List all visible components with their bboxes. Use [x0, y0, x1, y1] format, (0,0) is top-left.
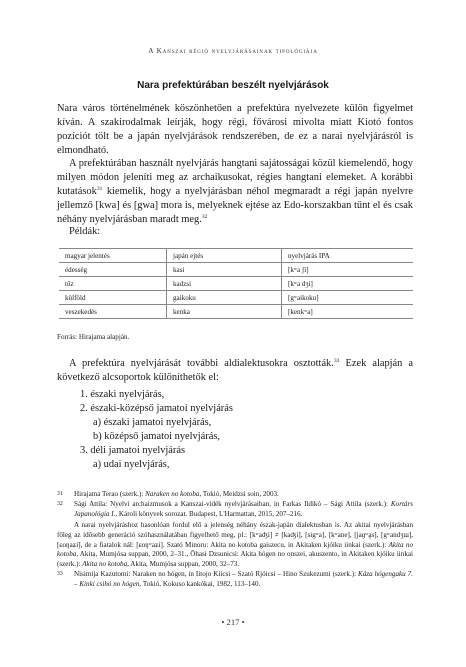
paragraph-text: A prefektúra nyelvjárását további aldialektusokra osztották.: [69, 358, 334, 369]
footnote: [57, 570, 413, 590]
table-cell: kasi: [167, 263, 282, 277]
table-cell: tűz: [59, 277, 167, 291]
footnote-number: 31: [57, 491, 63, 497]
table-cell: gaikoku: [167, 291, 282, 305]
footnote-title: Akita no kotoba: [57, 540, 413, 559]
paragraph-phonology: [57, 157, 413, 227]
footnote-title: Akita no kotoba: [82, 560, 128, 569]
table-header-cell: magyar jelentés: [59, 249, 167, 263]
paragraph-text: A prefektúrában használt nyelvjárás hangtani sajátosságai közül kiemelendő, hogy milyen módon jeleníti meg az archaikusokat, régies hangtani elemeket. A korábbi kutatások: [57, 158, 413, 197]
running-head: A Kanszai régió nyelvjárásainak tipológiája: [148, 47, 318, 55]
footnote-ref: 32: [201, 213, 208, 220]
footnote-text: , Tokió, Meidzsi soin, 2003.: [199, 490, 279, 498]
footnote: [57, 490, 413, 500]
footnote-text: , Tokió, Kokuso kankókai, 1982, 113–140.: [139, 580, 261, 589]
outline-item: a) északi jamatoi nyelvjárás,: [93, 417, 212, 428]
footnote: [57, 500, 413, 520]
table-cell: veszekedés: [59, 305, 167, 319]
table-row: [59, 291, 413, 305]
table-cell: külföld: [59, 291, 167, 305]
table-row: [59, 263, 413, 277]
page-number: • 217 •: [221, 617, 245, 627]
outline-item: b) középső jamatoi nyelvjárás,: [93, 431, 220, 442]
footnote-title: Káza hógengaku 7. – Kinki csihó no hógen: [74, 570, 413, 589]
footnote-text: , Akita, Mumjósa suppan, 2000, 32–73.: [127, 560, 240, 569]
examples-table: [59, 248, 413, 319]
table-cell: [kʷa ʃi]: [282, 263, 414, 277]
table-cell: [gʷaikoku]: [282, 291, 414, 305]
table-header-cell: nyelvjárás IPA: [282, 249, 414, 263]
footnote-text: A narai nyelvjáráshoz hasonlóan fordul elő a jelenség néhány észak-japán dialektusban is. Az akitai nyelvjárásban főleg az idősebb generáció szóhasználatában figyelhető meg, pl.: [kʷaʤi] ≠ [kaʤi], [sigʷa], [kʷane], [jaɡʷa̰s], [gʷandʒɯ], [ɕoŋaʑi], de a fiatalok nál: [ɕoŋʷaʑi]. Szató Minoru: Akita no kotoba gaiszecu, in Akitaken kjóiku iinkai (szerk.):: [57, 520, 413, 549]
table-cell: kadzsi: [167, 277, 282, 291]
table-header-row: [59, 249, 413, 263]
paragraph-intro: Nara város történelmének köszönhetően a prefektúra nyelvezete külön figyelmet kíván. A szakirodalmak leírják, hogy régi, fővárosi mivolta miatt Kiotó fontos pozíciót tölt be a japán nyelvjárások rendszerében, de ez a narai nyelvjárásról is elmondható.: [57, 103, 413, 156]
paragraph-text: kiemelik, hogy a nyelvjárásban néhol megmaradt a régi japán nyelvre jellemző [kwa] és [gwa] mora is, melyeknek ejtése az Edo-korszakban tűnt el és csak néhány nyelvjárásban maradt meg.: [57, 185, 413, 225]
outline-item: a) udai nyelvjárás,: [93, 459, 170, 470]
outline-item: 3. déli jamatoi nyelvjárás: [80, 445, 186, 456]
footnotes: [57, 490, 413, 591]
footnote-number: 33: [57, 571, 63, 578]
footnote-text: , Akita, Mumjósa suppan, 2000, 2–31., Ōhasi Dzsunicsi: Akita hógen no onszei, akuszento, in Akitaken kjóiku iinkai (szerk.):: [57, 550, 413, 569]
footnote-title: Naraken no kotoba: [145, 490, 200, 498]
examples-label: Példák:: [69, 226, 101, 237]
table-row: [59, 277, 413, 291]
table-cell: édesség: [59, 263, 167, 277]
table-header-cell: japán ejtés: [167, 249, 282, 263]
table-cell: kenka: [167, 305, 282, 319]
table-row: [59, 305, 413, 319]
footnote-ref: 31: [96, 185, 103, 192]
footnote-text: Nisimija Kazutomi: Naraken no hógen, in Iitojo Kiicsi – Szató Rjóicsi – Hino Szukezumi (szerk.):: [74, 570, 359, 579]
footnote-text: Hirajama Terao (szerk.):: [74, 490, 146, 498]
footnote-continuation: [57, 521, 413, 571]
footnote-text: Sági Attila: Nyelvi archaizmusok a Kanszai-vidék nyelvjárásaiban, in Farkas Ildikó – Sági Attila (szerk.):: [74, 500, 391, 509]
footnote-number: 32: [57, 501, 63, 508]
outline-item: 2. északi-középső jamatoi nyelvjárás: [80, 403, 233, 414]
footnote-text: , Károli könyvek sorozat. Budapest, L'Harmattan, 2015, 207–216.: [115, 510, 303, 519]
outline-item: 1. északi nyelvjárás,: [80, 389, 165, 400]
paragraph-text: Ezek alapján a következő alcsoportok különíthetők el:: [57, 358, 414, 383]
footnote-ref: 33: [333, 358, 340, 364]
table-cell: [kʷa dʒi]: [282, 277, 414, 291]
footnote-title: Kortárs Japanológia I.: [74, 500, 413, 519]
table-cell: [kenkʷa]: [282, 305, 414, 319]
table-source: Forrás: Hirajama alapján.: [57, 333, 130, 341]
section-title: Nara prefektúrában beszélt nyelvjárások: [137, 80, 329, 91]
paragraph-subdialects: [57, 357, 413, 385]
